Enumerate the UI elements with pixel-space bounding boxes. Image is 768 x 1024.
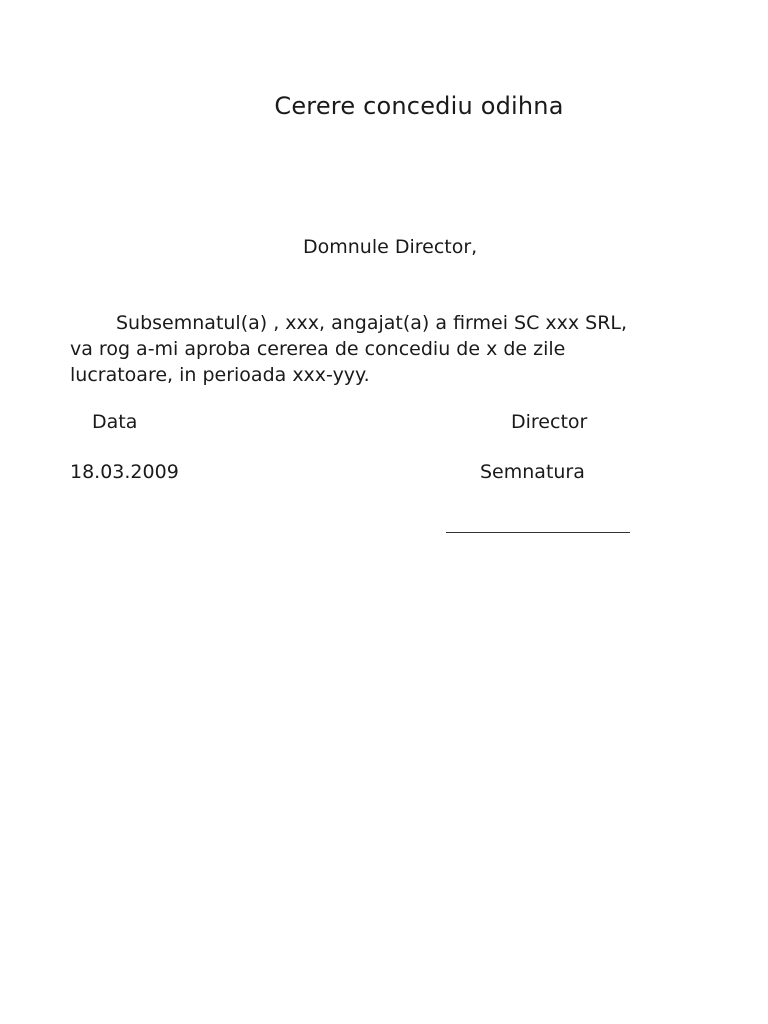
body-line-1: Subsemnatul(a) , xxx, angajat(a) a firmei SC xxx SRL, [116,312,628,334]
date-value: 18.03.2009 [70,461,179,483]
body-line-3: lucratoare, in perioada xxx-yyy. [70,364,370,386]
body-line-2: va rog a-mi aproba cererea de concediu de x de zile [70,338,566,360]
document-title: Cerere concediu odihna [274,92,564,120]
request-body [70,310,710,388]
director-label: Director [511,411,588,433]
signature-label: Semnatura [480,461,585,483]
salutation: Domnule Director, [303,236,478,258]
signature-line [446,532,630,533]
date-label: Data [92,411,138,433]
